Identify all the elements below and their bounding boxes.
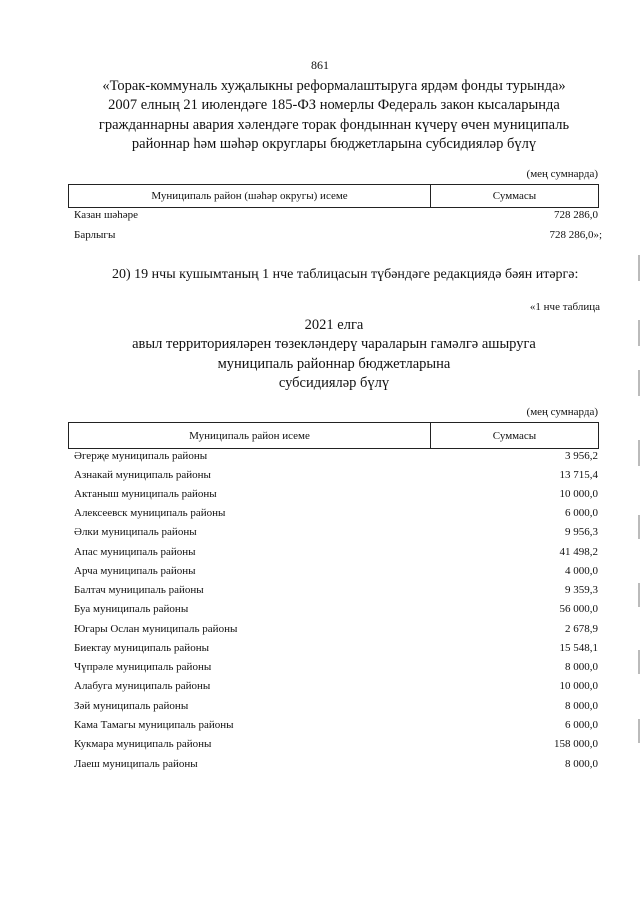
- row-name: Югары Ослан муниципаль районы: [74, 623, 238, 635]
- amendment-paragraph: 20) 19 нчы кушымтаның 1 нче таблицасын түбәндәге редакциядә бәян итәргә:: [112, 267, 579, 282]
- row-amount: 10 000,0: [559, 488, 598, 500]
- row-name: Биектау муниципаль районы: [74, 642, 209, 654]
- row-amount: 4 000,0: [565, 565, 598, 577]
- row-amount: 15 548,1: [559, 642, 598, 654]
- row-amount: 8 000,0: [565, 700, 598, 712]
- column-header-amount: Суммасы: [492, 429, 537, 442]
- table-row: [74, 546, 598, 561]
- heading-line: 2007 елның 21 июлендәге 185-ФЗ номерлы Федераль закон кысаларында: [108, 97, 560, 114]
- row-name: Алабуга муниципаль районы: [74, 680, 211, 692]
- table-row-total: [74, 229, 602, 244]
- table-row: [74, 507, 598, 522]
- heading-line: 2021 елга: [304, 317, 364, 333]
- row-name: Актаныш муниципаль районы: [74, 488, 217, 500]
- row-name: Барлыгы: [74, 229, 116, 241]
- table-row: [74, 758, 598, 773]
- column-header-amount: Суммасы: [492, 190, 537, 202]
- row-amount: 56 000,0: [559, 603, 598, 615]
- row-amount: 9 359,3: [565, 584, 598, 596]
- heading-line: гражданнарны авария хәлендәге торак фондыннан күчерү өчен муниципаль: [98, 116, 570, 133]
- row-name: Әгерҗе муниципаль районы: [74, 450, 208, 462]
- table-row: [74, 642, 598, 657]
- column-header-name: Муниципаль район исеме: [69, 423, 431, 448]
- heading-line: авыл территорияләрен төзекләндерү чараларын гамәлгә ашыруга: [132, 336, 536, 353]
- table-row: [74, 680, 598, 695]
- row-name: Чүпрәле муниципаль районы: [74, 661, 212, 673]
- heading-line: районнар һәм шәһәр округлары бюджетларына субсидияләр бүлү: [131, 135, 537, 152]
- row-name: Кама Тамагы муниципаль районы: [74, 719, 234, 731]
- table-row: [74, 584, 598, 599]
- table-row: [74, 603, 598, 618]
- row-amount: 728 286,0: [554, 209, 598, 221]
- row-name: Алексеевск муниципаль районы: [74, 507, 226, 519]
- row-name: Казан шәһәре: [74, 209, 139, 221]
- row-amount: 3 956,2: [565, 450, 598, 462]
- row-amount: 8 000,0: [565, 661, 598, 673]
- row-amount: 13 715,4: [559, 469, 598, 481]
- page-number: 861: [311, 58, 329, 72]
- row-amount: 6 000,0: [565, 507, 598, 519]
- table-row: [74, 661, 598, 676]
- table-row: [74, 450, 598, 465]
- row-amount: 8 000,0: [565, 758, 598, 770]
- column-header-name: Муниципаль район (шәһәр округы) исеме: [69, 185, 431, 207]
- table-row: [74, 719, 598, 734]
- row-name: Лаеш муниципаль районы: [74, 758, 198, 770]
- table-row: [74, 526, 598, 541]
- row-amount: 6 000,0: [565, 719, 598, 731]
- heading-line: муниципаль районнар бюджетларына: [217, 355, 451, 372]
- row-name: Арча муниципаль районы: [74, 565, 196, 577]
- table-row: [74, 488, 598, 503]
- row-name: Буа муниципаль районы: [74, 603, 189, 615]
- table-header: [68, 184, 599, 208]
- heading-line: «Торак-коммуналь хуҗалыкны реформалаштыруга ярдәм фонды турында»: [102, 78, 566, 94]
- table-row: [74, 209, 598, 224]
- table-label: «1 нче таблица: [529, 301, 600, 313]
- row-name: Балтач муниципаль районы: [74, 584, 204, 596]
- row-amount: 10 000,0: [559, 680, 598, 692]
- row-amount: 41 498,2: [559, 546, 598, 558]
- table-heading: [60, 316, 608, 393]
- row-amount: 158 000,0: [554, 738, 598, 750]
- heading-line: субсидияләр бүлү: [278, 374, 390, 391]
- row-name: Кукмара муниципаль районы: [74, 738, 212, 750]
- row-amount: 728 286,0»;: [549, 229, 602, 241]
- table-row: [74, 565, 598, 580]
- unit-note: (мең сумнарда): [526, 168, 598, 180]
- unit-note: (мең сумнарда): [526, 406, 598, 418]
- row-name: Әлки муниципаль районы: [74, 526, 197, 538]
- row-amount: 2 678,9: [565, 623, 598, 635]
- table-row: [74, 623, 598, 638]
- row-name: Апас муниципаль районы: [74, 546, 196, 558]
- row-amount: 9 956,3: [565, 526, 598, 538]
- row-name: Азнакай муниципаль районы: [74, 469, 211, 481]
- table-header: [68, 422, 599, 449]
- row-name: Зәй муниципаль районы: [74, 700, 189, 712]
- table-row: [74, 469, 598, 484]
- table-row: [74, 700, 598, 715]
- document-heading: [60, 77, 608, 154]
- table-row: [74, 738, 598, 753]
